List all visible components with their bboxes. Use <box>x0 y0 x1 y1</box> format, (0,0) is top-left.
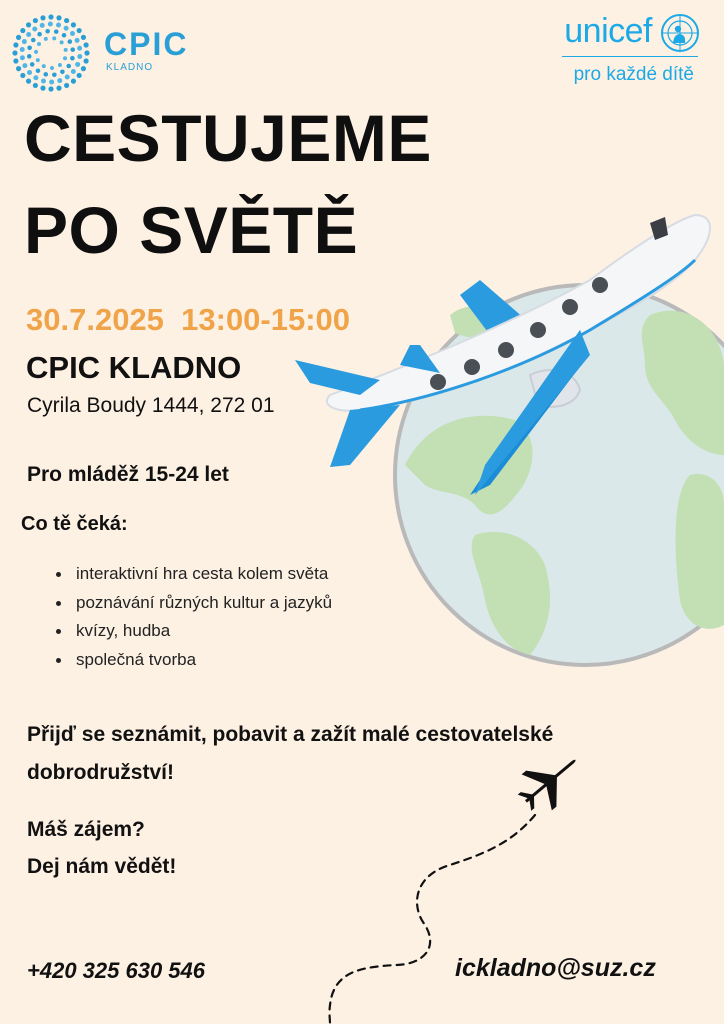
contact-phone[interactable]: +420 325 630 546 <box>27 958 206 983</box>
agenda-list <box>52 560 332 674</box>
list-item: kvízy, hudba <box>52 617 332 646</box>
list-item: interaktivní hra cesta kolem světa <box>52 560 332 589</box>
event-title-line-1: CESTUJEME <box>24 101 432 175</box>
venue-name: CPIC KLADNO <box>26 350 242 385</box>
unicef-name: unicef <box>564 12 652 50</box>
cpic-name: CPIC <box>104 26 189 62</box>
cpic-sub-label: KLADNO <box>106 62 154 73</box>
list-item: poznávání různých kultur a jazyků <box>52 589 332 618</box>
event-date-time: 30.7.2025 13:00-15:00 <box>26 302 351 337</box>
small-airplane-icon <box>509 755 590 821</box>
interest-call-to-action: Dej nám vědět! <box>27 855 177 878</box>
interest-question: Máš zájem? <box>27 818 145 841</box>
globe-airplane-illustration <box>290 205 724 670</box>
venue-address: Cyrila Boudy 1444, 272 01 <box>27 394 275 417</box>
unicef-divider <box>562 56 698 57</box>
unicef-emblem-icon <box>660 13 700 53</box>
unicef-slogan: pro každé dítě <box>573 64 694 85</box>
audience-text: Pro mláděž 15-24 let <box>27 463 229 486</box>
flight-path-decoration <box>320 755 600 1024</box>
agenda-heading: Co tě čeká: <box>21 513 128 535</box>
event-title-line-2: PO SVĚTĚ <box>24 193 359 267</box>
contact-email[interactable]: ickladno@suz.cz <box>455 954 656 982</box>
list-item: společná tvorba <box>52 646 332 675</box>
invite-text: Přijď se seznámit, pobavit a zažít malé cestovatelské dobrodružství! <box>27 723 554 784</box>
cpic-logo-icon <box>10 12 92 94</box>
